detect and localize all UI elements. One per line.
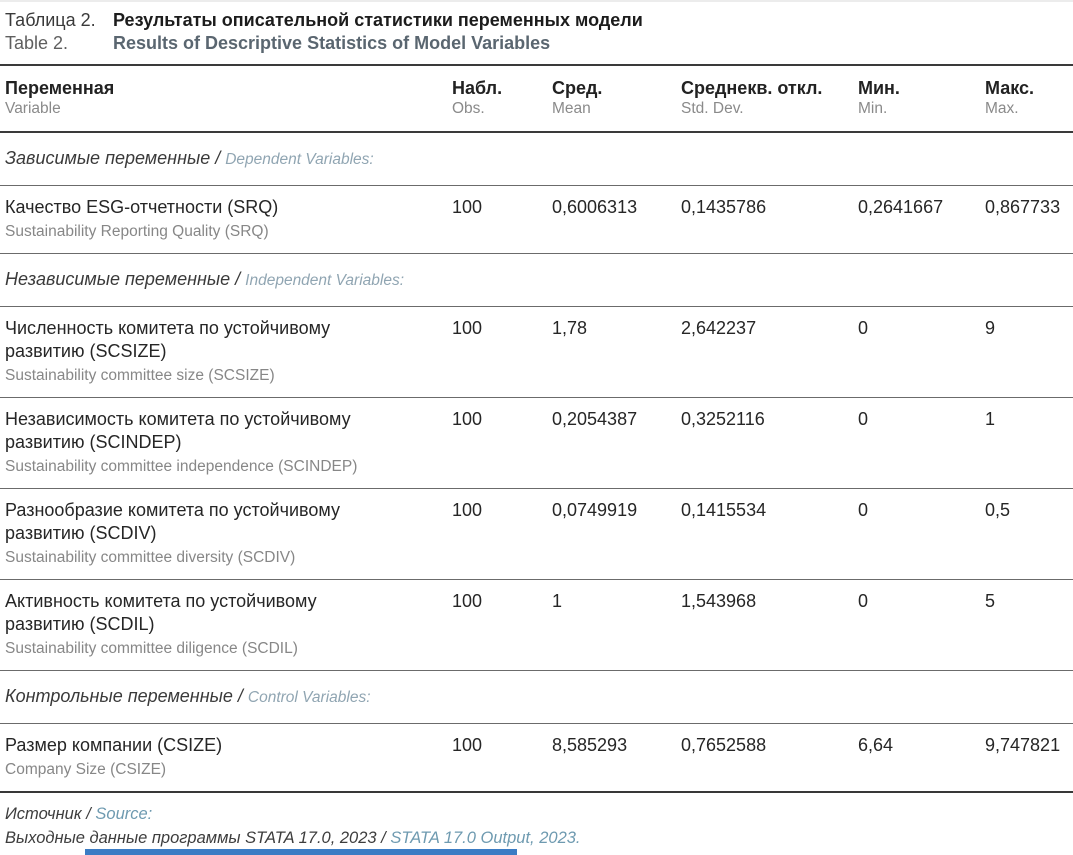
table-title-russian — [5, 9, 1073, 32]
cell-max: 9 — [985, 318, 996, 338]
variable-name-en: Sustainability committee size (SCSIZE) — [5, 367, 275, 384]
cell-variable — [0, 580, 452, 671]
table-title — [0, 2, 1073, 66]
cell-variable — [0, 307, 452, 398]
section-label-en: Dependent Variables: — [225, 151, 374, 168]
cell-max: 1 — [985, 409, 996, 429]
column-header-obs — [452, 66, 552, 132]
section-label-ru: Контрольные переменные / — [5, 686, 248, 706]
cell-obs: 100 — [452, 197, 483, 217]
variable-name-ru: Разнообразие комитета по устойчивому развитию (SCDIV) — [5, 500, 340, 543]
cell-max: 9,747821 — [985, 735, 1061, 755]
cell-mean: 0,0749919 — [552, 500, 638, 520]
cell-mean: 0,6006313 — [552, 197, 638, 217]
partial-element-bar — [85, 849, 517, 855]
cell-std-dev: 2,642237 — [681, 318, 757, 338]
source-label-ru: Источник / — [5, 805, 91, 823]
cell-variable — [0, 724, 452, 793]
section-row — [0, 254, 1073, 307]
cell-min: 0 — [858, 409, 869, 429]
column-header-ru: Среднекв. откл. — [681, 78, 823, 98]
table-header — [0, 66, 1073, 132]
variable-name-en: Sustainability Reporting Quality (SRQ) — [5, 223, 269, 240]
variable-name-en: Sustainability committee diversity (SCDIV) — [5, 549, 296, 566]
source-text-en: STATA 17.0 Output, 2023. — [390, 829, 581, 847]
table-title-english — [5, 32, 1073, 55]
table-row — [0, 724, 1073, 793]
section-label-cell — [0, 132, 1073, 186]
column-header-ru: Набл. — [452, 78, 503, 98]
section-row — [0, 132, 1073, 186]
cell-obs: 100 — [452, 500, 483, 520]
cell-mean: 0,2054387 — [552, 409, 638, 429]
table-title-text-en: Results of Descriptive Statistics of Model Variables — [113, 33, 551, 53]
cell-std-dev: 0,7652588 — [681, 735, 767, 755]
table-row — [0, 186, 1073, 254]
column-header-en: Variable — [5, 100, 61, 117]
cell-obs: 100 — [452, 409, 483, 429]
column-header-ru: Сред. — [552, 78, 603, 98]
table-body — [0, 132, 1073, 792]
variable-name-ru: Размер компании (CSIZE) — [5, 735, 223, 755]
cell-mean: 1 — [552, 591, 563, 611]
column-header-ru: Мин. — [858, 78, 900, 98]
cell-max: 5 — [985, 591, 996, 611]
descriptive-statistics-table — [0, 66, 1073, 793]
table-row — [0, 307, 1073, 398]
variable-name-ru: Численность комитета по устойчивому развитию (SCSIZE) — [5, 318, 331, 361]
cell-std-dev: 0,1435786 — [681, 197, 767, 217]
cell-min: 6,64 — [858, 735, 894, 755]
source-text-ru: Выходные данные программы STATA 17.0, 2023 / — [5, 829, 386, 847]
source-label-line — [5, 802, 1073, 826]
cell-max: 0,5 — [985, 500, 1011, 520]
column-header-max — [985, 66, 1073, 132]
column-header-min — [858, 66, 985, 132]
cell-mean: 8,585293 — [552, 735, 628, 755]
cell-variable — [0, 186, 452, 254]
column-header-ru: Макс. — [985, 78, 1035, 98]
column-header-variable — [0, 66, 452, 132]
section-label-cell — [0, 254, 1073, 307]
cell-variable — [0, 398, 452, 489]
table-number-ru: Таблица 2. — [5, 10, 96, 30]
variable-name-en: Sustainability committee independence (SCINDEP) — [5, 458, 358, 475]
variable-name-ru: Качество ESG-отчетности (SRQ) — [5, 197, 279, 217]
source-text-line — [5, 826, 1073, 850]
cell-std-dev: 0,1415534 — [681, 500, 767, 520]
variable-name-ru: Независимость комитета по устойчивому развитию (SCINDEP) — [5, 409, 351, 452]
cell-min: 0 — [858, 318, 869, 338]
table-row — [0, 489, 1073, 580]
cell-max: 0,867733 — [985, 197, 1061, 217]
cell-obs: 100 — [452, 735, 483, 755]
table-source-note — [0, 793, 1073, 850]
cell-min: 0 — [858, 591, 869, 611]
table-number-en: Table 2. — [5, 33, 69, 53]
cell-min: 0 — [858, 500, 869, 520]
cell-variable — [0, 489, 452, 580]
column-header-en: Max. — [985, 100, 1019, 117]
variable-name-en: Company Size (CSIZE) — [5, 761, 167, 778]
header-row — [0, 66, 1073, 132]
section-label-ru: Независимые переменные / — [5, 269, 246, 289]
column-header-en: Obs. — [452, 100, 485, 117]
section-label-ru: Зависимые переменные / — [5, 148, 226, 168]
cell-obs: 100 — [452, 318, 483, 338]
column-header-en: Mean — [552, 100, 591, 117]
variable-name-ru: Активность комитета по устойчивому развитию (SCDIL) — [5, 591, 317, 634]
table-row — [0, 398, 1073, 489]
source-label-en: Source: — [95, 805, 153, 823]
cell-std-dev: 0,3252116 — [681, 409, 765, 429]
column-header-mean — [552, 66, 681, 132]
section-label-en: Control Variables: — [247, 689, 371, 706]
column-header-en: Min. — [858, 100, 888, 117]
section-row — [0, 671, 1073, 724]
cell-mean: 1,78 — [552, 318, 588, 338]
section-label-cell — [0, 671, 1073, 724]
variable-name-en: Sustainability committee diligence (SCDIL) — [5, 640, 298, 657]
column-header-std-dev — [681, 66, 858, 132]
cell-std-dev: 1,543968 — [681, 591, 757, 611]
table-row — [0, 580, 1073, 671]
column-header-en: Std. Dev. — [681, 100, 744, 117]
column-header-ru: Переменная — [5, 78, 115, 98]
section-label-en: Independent Variables: — [245, 272, 405, 289]
cell-min: 0,2641667 — [858, 197, 944, 217]
table-title-text-ru: Результаты описательной статистики переменных модели — [113, 10, 643, 30]
cell-obs: 100 — [452, 591, 483, 611]
